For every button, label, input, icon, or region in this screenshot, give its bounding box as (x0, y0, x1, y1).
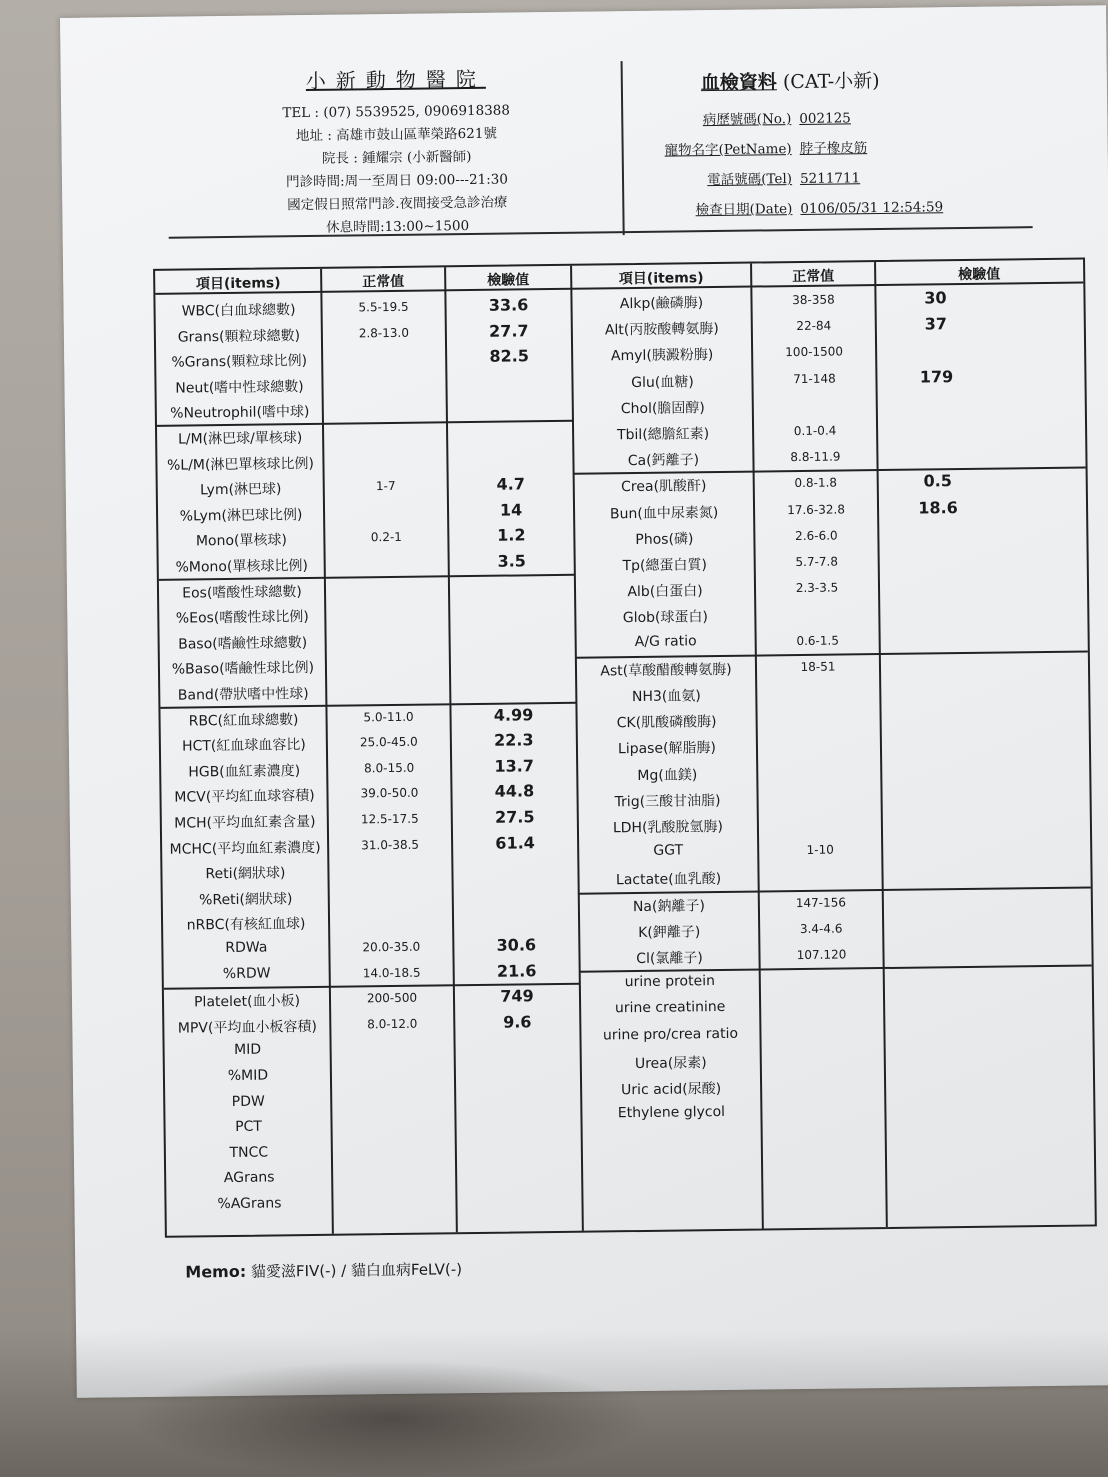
memo-label: Memo: (185, 1261, 247, 1282)
normal-range (757, 711, 881, 713)
test-result (881, 733, 1001, 734)
normal-range: 18-51 (800, 659, 836, 674)
test-result: 21.6 (496, 960, 537, 981)
normal-range: 1-7 (375, 479, 396, 494)
test-result: 749 (500, 986, 534, 1006)
test-result (456, 1140, 582, 1142)
normal-range (329, 888, 453, 890)
normal-range (326, 658, 450, 660)
normal-range (328, 862, 452, 864)
test-name: Mg(血鎂) (637, 766, 698, 784)
normal-range: 20.0-35.0 (362, 939, 421, 955)
test-name: %Neutrophil(嗜中球) (170, 404, 310, 423)
test-name: Glu(血糖) (631, 373, 694, 391)
header-item: 項目(items) (618, 270, 704, 288)
test-name: Platelet(血小板) (193, 993, 301, 1011)
report-info-row (661, 131, 1061, 166)
test-result (879, 550, 999, 551)
normal-range: 200-500 (366, 990, 418, 1006)
header-normal: 正常值 (362, 273, 405, 291)
clinic-hours: 門診時間:周一至周日 09:00---21:30 (286, 171, 509, 191)
test-name: Lactate(血乳酸) (615, 871, 722, 889)
report-info-value: 5211711 (799, 170, 861, 187)
test-name: TNCC (229, 1144, 269, 1161)
test-result: 44.8 (494, 781, 535, 802)
test-result: 13.7 (494, 756, 535, 776)
test-name: HGB(血紅素濃度) (188, 762, 301, 781)
test-result (452, 858, 578, 860)
test-result: 3.5 (497, 551, 526, 571)
normal-range: 14.0-18.5 (362, 965, 421, 980)
test-result (884, 1021, 1004, 1022)
test-result (455, 1088, 581, 1090)
normal-range: 0.6-1.5 (796, 633, 839, 648)
report-title-main: 血檢資料 (700, 71, 777, 95)
test-name: RBC(紅血球總數) (188, 711, 299, 730)
test-name: Urea(尿素) (634, 1054, 707, 1072)
test-result (883, 916, 1003, 917)
report-info-label: 電話號碼(Tel) (707, 171, 793, 189)
header-result: 檢驗值 (487, 272, 530, 289)
report-info-value: 002125 (799, 110, 851, 127)
test-name: Lym(淋巴球) (199, 481, 282, 499)
test-result: 33.6 (488, 295, 529, 315)
memo (185, 1258, 462, 1282)
test-name: Tp(總蛋白質) (622, 557, 708, 575)
test-name: Reti(網狀球) (205, 865, 286, 883)
test-result (877, 445, 997, 446)
normal-range: 39.0-50.0 (360, 786, 419, 801)
normal-range: 3.4-4.6 (799, 921, 843, 936)
normal-range (329, 914, 453, 916)
clinic-address: 地址 : 高雄市鼓山區華榮路621號 (295, 125, 497, 145)
normal-range: 2.3-3.5 (795, 580, 839, 596)
normal-range (325, 581, 449, 583)
test-result: 4.99 (493, 704, 534, 725)
test-name: RDWa (225, 939, 268, 957)
test-result (880, 681, 1000, 682)
normal-range: 25.0-45.0 (359, 734, 418, 750)
test-result (449, 628, 575, 630)
test-name: A/G ratio (634, 632, 697, 650)
test-name: %Mono(單核球比例) (175, 558, 308, 576)
test-result: 22.3 (493, 730, 534, 750)
test-name: Bun(血中尿素氮) (609, 504, 719, 522)
report-info-fields (661, 101, 1062, 226)
test-name: Tbil(總膽紅素) (616, 426, 710, 444)
test-name: MCHC(平均血紅素濃度) (169, 839, 321, 858)
test-name: MPV(平均血小板容積) (177, 1018, 317, 1037)
memo-text: 貓愛滋FIV(-) / 貓白血病FeLV(-) (250, 1260, 463, 1281)
test-result (885, 1074, 1005, 1075)
normal-range (332, 1170, 456, 1172)
test-result (455, 1063, 581, 1065)
test-name: MID (234, 1042, 262, 1059)
test-result (876, 340, 996, 341)
test-name: AGrans (223, 1169, 275, 1187)
test-name: Alkp(鹼磷脢) (619, 295, 704, 313)
normal-range (331, 1042, 455, 1044)
test-name: Ast(草酸醋酸轉氨脢) (600, 661, 732, 680)
test-result (885, 1047, 1005, 1048)
normal-range (325, 555, 449, 557)
test-result: 82.5 (489, 346, 530, 366)
test-name: PCT (235, 1118, 263, 1136)
normal-range: 38-358 (792, 292, 835, 308)
normal-range: 2.6-6.0 (795, 528, 838, 543)
normal-range: 2.8-13.0 (358, 325, 410, 340)
test-result: 179 (919, 366, 954, 387)
report-info-label: 寵物名字(PetName) (664, 141, 792, 159)
report-info-row (661, 101, 1061, 136)
test-name: Alb(白蛋白) (627, 583, 703, 601)
test-result (447, 448, 573, 450)
test-name: Ethylene glycol (617, 1104, 726, 1122)
test-result (453, 909, 579, 911)
test-name: MCH(平均血紅素含量) (174, 813, 316, 832)
test-result: 37 (924, 314, 948, 334)
report-info-label: 檢查日期(Date) (695, 201, 793, 219)
normal-range: 5.7-7.8 (795, 554, 839, 570)
report-title-sub: (CAT-小新) (782, 69, 880, 94)
normal-range (761, 1104, 885, 1106)
test-result (455, 1114, 581, 1116)
test-result (454, 1037, 580, 1039)
test-result (879, 576, 999, 577)
report-header (661, 64, 1063, 226)
test-result: 27.5 (494, 807, 535, 827)
report-info-row (662, 191, 1062, 226)
normal-range: 22-84 (796, 318, 832, 334)
group-divider (576, 650, 1088, 658)
test-result: 9.6 (503, 1012, 532, 1032)
test-name: PDW (231, 1093, 265, 1110)
normal-range (323, 453, 447, 455)
lab-report-sheet (60, 5, 1108, 1398)
report-info-label: 病歷號碼(No.) (702, 111, 792, 129)
results-grid (153, 257, 1097, 1237)
test-name: urine protein (624, 973, 716, 991)
normal-range: 107.120 (796, 947, 847, 963)
test-name: Alt(丙胺酸轉氨脢) (604, 321, 719, 339)
test-result (456, 1165, 582, 1167)
test-name: Baso(嗜鹼性球總數) (178, 634, 308, 653)
normal-range (324, 504, 448, 506)
test-result (453, 884, 579, 886)
test-name: Amyl(胰澱粉脢) (610, 347, 714, 365)
clinic-director: 院長 : 鍾耀宗 (小新醫師) (321, 148, 472, 167)
normal-range (332, 1144, 456, 1146)
normal-range (761, 1052, 885, 1054)
test-result (450, 679, 576, 681)
test-name: K(鉀離子) (638, 924, 701, 941)
normal-range (761, 1078, 885, 1080)
test-result (885, 1100, 1005, 1101)
test-result (879, 602, 999, 603)
test-name: Mono(單核球) (195, 532, 287, 550)
test-name: Grans(顆粒球總數) (177, 327, 301, 346)
clinic-name: 小新動物醫院 (305, 66, 486, 94)
test-name: %Grans(顆粒球比例) (171, 353, 308, 371)
normal-range (755, 606, 879, 608)
test-name: WBC(白血球總數) (181, 302, 296, 320)
normal-range (331, 1067, 455, 1069)
normal-range (326, 683, 450, 685)
normal-range: 5.5-19.5 (358, 299, 409, 315)
test-name: urine creatinine (614, 999, 726, 1017)
normal-range (760, 999, 884, 1001)
test-result (447, 397, 573, 399)
normal-range (331, 1093, 455, 1095)
test-name: %L/M(淋巴單核球比例) (166, 455, 314, 474)
test-name: Ca(鈣離子) (627, 452, 700, 470)
test-name: Na(鈉離子) (632, 897, 705, 915)
test-name: %Baso(嗜鹼性球比例) (171, 660, 315, 679)
normal-range: 0.8-1.8 (794, 475, 838, 491)
test-result (450, 653, 576, 655)
normal-range: 31.0-38.5 (361, 837, 420, 852)
test-name: Crea(肌酸酐) (621, 478, 707, 496)
test-result (877, 392, 997, 393)
test-result: 18.6 (918, 497, 958, 518)
test-result: 30.6 (496, 935, 537, 955)
hand-shadow (130, 1360, 650, 1477)
normal-range (760, 973, 884, 975)
test-result (880, 628, 1000, 629)
test-name: %RDW (222, 965, 271, 982)
normal-range: 17.6-32.8 (787, 502, 846, 517)
test-result (446, 372, 572, 374)
test-name: Band(帶狀嗜中性球) (177, 686, 309, 704)
test-name: Neut(嗜中性球總數) (175, 378, 304, 397)
test-name: Lipase(解脂脢) (617, 740, 717, 758)
test-name: %AGrans (217, 1195, 282, 1213)
normal-range: 12.5-17.5 (360, 811, 419, 827)
normal-range: 0.2-1 (370, 530, 402, 545)
test-result (883, 943, 1003, 944)
normal-range (331, 1118, 455, 1120)
test-name: CK(肌酸磷酸脢) (616, 714, 717, 732)
normal-range (322, 350, 446, 352)
test-result (877, 419, 997, 420)
normal-range: 0.1-0.4 (793, 423, 837, 439)
test-result (878, 523, 998, 524)
report-info-value: 脖子橡皮筋 (799, 140, 868, 157)
report-title (661, 64, 1061, 96)
test-result: 1.2 (497, 525, 526, 546)
normal-range: 1-10 (806, 842, 834, 858)
normal-range: 8.8-11.9 (790, 449, 841, 465)
test-name: Cl(氯離子) (636, 950, 703, 968)
test-name: LDH(乳酸脫氫脢) (612, 818, 724, 837)
normal-range (757, 790, 881, 792)
normal-range (758, 816, 882, 818)
clinic-header (161, 61, 633, 242)
clinic-rest: 休息時間:13:00~1500 (325, 218, 470, 236)
test-name: Uric acid(尿酸) (621, 1081, 722, 1099)
normal-range (756, 685, 880, 687)
test-result: 27.7 (488, 320, 529, 341)
test-name: Chol(膽固醇) (620, 399, 705, 417)
test-name: urine pro/crea ratio (602, 1025, 739, 1044)
report-info-row (662, 161, 1062, 196)
header-normal: 正常值 (792, 268, 835, 286)
normal-range: 8.0-15.0 (364, 760, 415, 776)
test-name: %Reti(網狀球) (199, 891, 293, 909)
normal-range (323, 402, 447, 404)
test-name: Glob(球蛋白) (622, 609, 709, 627)
normal-range (757, 764, 881, 766)
test-name: %Eos(嗜酸性球比例) (175, 609, 309, 627)
test-name: Trig(三酸甘油脂) (614, 792, 721, 811)
header-result: 檢驗值 (958, 266, 1001, 284)
test-name: GGT (653, 842, 684, 860)
normal-range (332, 1195, 456, 1197)
column-divider (874, 262, 888, 1227)
test-name: NH3(血氨) (631, 688, 701, 706)
normal-range (326, 632, 450, 634)
test-name: %Lym(淋巴球比例) (179, 506, 303, 525)
clinic-tel: TEL : (07) 5539525, 0906918388 (282, 102, 511, 122)
test-result (884, 995, 1004, 996)
test-result (449, 602, 575, 604)
test-result (882, 838, 1002, 839)
normal-range: 71-148 (793, 371, 836, 386)
test-result (881, 785, 1001, 786)
test-name: L/M(淋巴球/單核球) (177, 430, 303, 448)
test-name: HCT(紅血球血容比) (181, 737, 306, 755)
header-item: 項目(items) (195, 275, 281, 293)
normal-range: 147-156 (795, 895, 847, 910)
normal-range (323, 427, 447, 429)
normal-range (322, 376, 446, 378)
test-result (881, 759, 1001, 760)
test-result (882, 864, 1002, 865)
test-result (880, 707, 1000, 708)
normal-range: 8.0-12.0 (367, 1016, 418, 1032)
test-result: 30 (924, 288, 947, 308)
test-result (456, 1191, 582, 1193)
normal-range (753, 397, 877, 399)
test-result: 14 (499, 500, 523, 520)
test-name: Eos(嗜酸性球總數) (182, 583, 302, 602)
normal-range (758, 868, 882, 870)
report-info-value: 0106/05/31 12:54:59 (800, 199, 944, 217)
normal-range (325, 606, 449, 608)
test-result: 61.4 (495, 832, 535, 853)
test-name: nRBC(有核紅血球) (186, 916, 306, 934)
normal-range: 100-1500 (785, 344, 844, 360)
normal-range: 5.0-11.0 (363, 709, 414, 724)
clinic-holiday: 國定假日照常門診.夜間接受急診治療 (287, 194, 508, 214)
normal-range (757, 737, 881, 739)
test-name: Phos(磷) (635, 531, 694, 548)
test-name: %MID (227, 1067, 269, 1085)
test-result: 0.5 (923, 471, 953, 491)
normal-range (760, 1026, 884, 1028)
test-result (882, 812, 1002, 813)
test-name: MCV(平均紅血球容積) (174, 788, 315, 807)
test-result: 4.7 (496, 474, 526, 494)
